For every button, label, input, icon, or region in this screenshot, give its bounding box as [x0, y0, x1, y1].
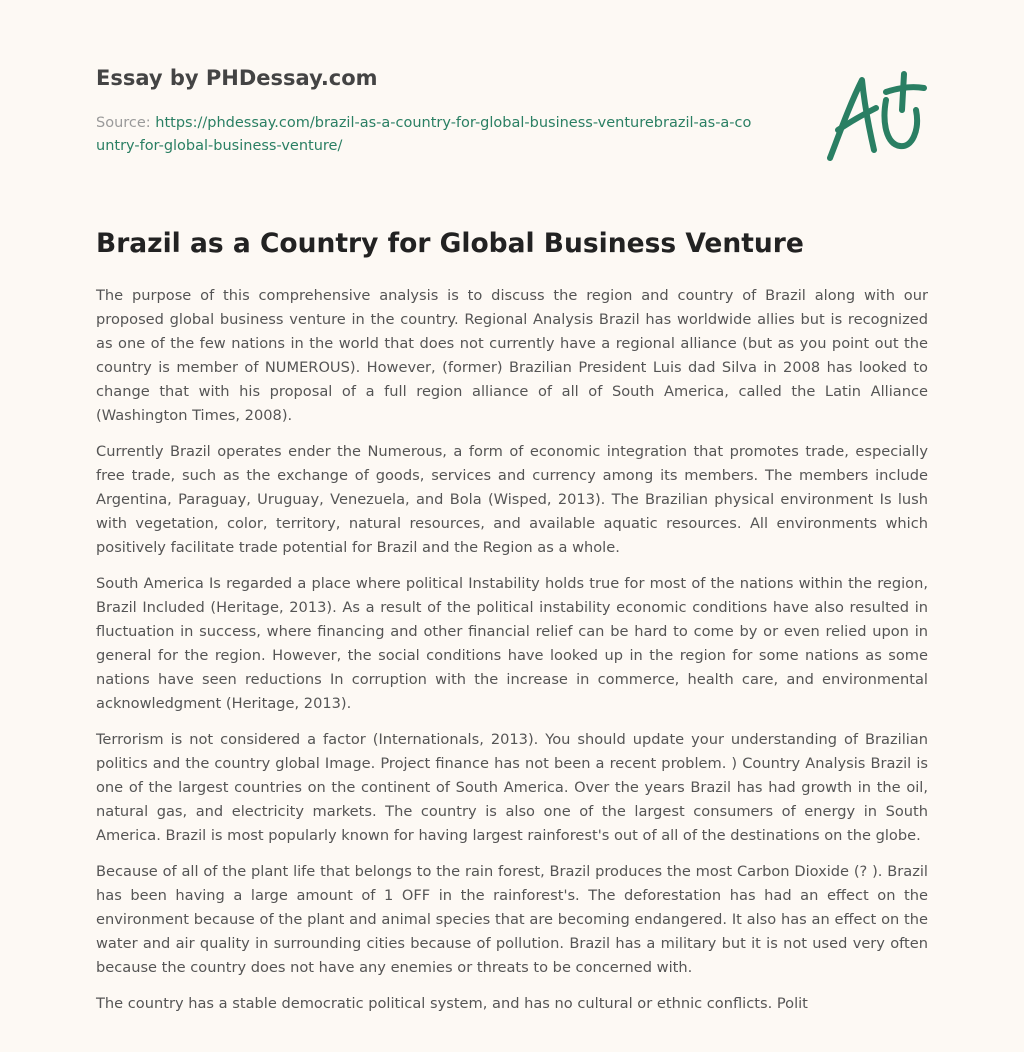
a-plus-logo-icon	[824, 70, 928, 166]
paragraph: Terrorism is not considered a factor (Internationals, 2013). You should update your understanding of Brazilian politics and the country global Image. Project finance has not been a recent problem. ) Country Analysis Brazil is one of the largest countries on the continent of South America. Over the years Brazil has had growth in the oil, natural gas, and electricity markets. The country is also one of the largest consumers of energy in South America. Brazil is most popularly known for having largest rainforest's out of all of the destinations on the globe.	[96, 731, 928, 844]
source-label: Source:	[96, 115, 156, 131]
article-body	[96, 284, 928, 1028]
paragraph: Currently Brazil operates ender the Numerous, a form of economic integration that promotes trade, especially free trade, such as the exchange of goods, services and currency among its members. The members include Argentina, Paraguay, Uruguay, Venezuela, and Bola (Wisped, 2013). The Brazilian physical environment Is lush with vegetation, color, territory, natural resources, and available aquatic resources. All environments which positively facilitate trade potential for Brazil and the Region as a whole.	[96, 443, 928, 556]
paragraph: South America Is regarded a place where political Instability holds true for most of the nations within the region, Brazil Included (Heritage, 2013). As a result of the political instability economic conditions have also resulted in fluctuation in success, where financing and other financial relief can be hard to come by or even relied upon in general for the region. However, the social conditions have looked up in the region for some nations as some nations have seen reductions In corruption with the increase in commerce, health care, and environmental acknowledgment (Heritage, 2013).	[96, 575, 928, 712]
paragraph: The purpose of this comprehensive analysis is to discuss the region and country of Brazil along with our proposed global business venture in the country. Regional Analysis Brazil has worldwide allies but is recognized as one of the few nations in the world that does not currently have a regional alliance (but as you point out the country is member of NUMEROUS). However, (former) Brazilian President Luis dad Silva in 2008 has looked to change that with his proposal of a full region alliance of all of South America, called the Latin Alliance (Washington Times, 2008).	[96, 287, 928, 424]
paragraph: Because of all of the plant life that belongs to the rain forest, Brazil produces the most Carbon Dioxide (? ). Brazil has been having a large amount of 1 OFF in the rainforest's. The deforestation has had an effect on the environment because of the plant and animal species that are becoming endangered. It also has an effect on the water and air quality in surrounding cities because of pollution. Brazil has a military but it is not used very often because the country does not have any enemies or threats to be concerned with.	[96, 863, 928, 976]
paragraph: The country has a stable democratic political system, and has no cultural or ethnic conflicts. Polit	[96, 995, 808, 1012]
source-link[interactable]: https://phdessay.com/brazil-as-a-country-for-global-business-venturebrazil-as-a-country-for-global-business-venture/	[96, 115, 752, 154]
site-name: Essay by PHDessay.com	[96, 66, 378, 90]
source-line	[96, 112, 756, 158]
article-title: Brazil as a Country for Global Business Venture	[96, 228, 804, 259]
